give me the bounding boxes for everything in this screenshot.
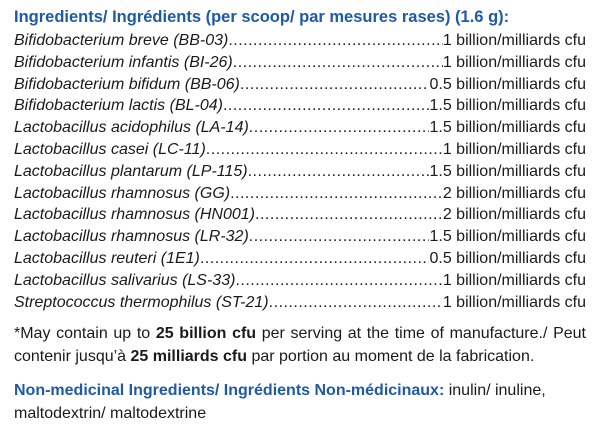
ingredient-row <box>14 139 586 161</box>
ingredient-amount: 0.5 billion/milliards cfu <box>429 249 586 267</box>
leader-dots <box>249 226 430 248</box>
non-medicinal-ingredients <box>14 380 586 425</box>
leader-dots <box>233 52 443 74</box>
ingredient-amount: 1.5 billion/milliards cfu <box>429 162 586 180</box>
ingredient-row <box>14 292 586 314</box>
leader-dots <box>255 204 443 226</box>
ingredient-list <box>14 30 586 313</box>
leader-dots <box>240 74 430 96</box>
ingredient-row <box>14 52 586 74</box>
ingredient-name: Lactobacillus reuteri (1E1) <box>14 249 200 267</box>
ingredient-row <box>14 74 586 96</box>
ingredient-row <box>14 117 586 139</box>
leader-dots <box>228 30 443 52</box>
leader-dots <box>235 270 442 292</box>
leader-dots <box>249 117 430 139</box>
ingredient-row <box>14 30 586 52</box>
leader-dots <box>248 161 430 183</box>
ingredient-name: Bifidobacterium bifidum (BB-06) <box>14 75 240 93</box>
ingredient-row <box>14 183 586 205</box>
leader-dots <box>200 248 430 270</box>
non-medicinal-label: Non-medicinal Ingredients/ Ingrédients Non-médicinaux: <box>14 382 445 400</box>
ingredient-amount: 1 billion/milliards cfu <box>442 140 586 158</box>
ingredient-amount: 1 billion/milliards cfu <box>442 53 586 71</box>
note-text: par portion au moment de la fabrication. <box>247 347 535 365</box>
ingredient-row <box>14 95 586 117</box>
ingredient-row <box>14 161 586 183</box>
cfu-footnote <box>14 323 586 368</box>
ingredient-amount: 1 billion/milliards cfu <box>442 271 586 289</box>
note-text: per serving at the time of manufacture./ Peut contenir jusqu’à <box>14 325 586 365</box>
ingredient-name: Lactobacillus acidophilus (LA-14) <box>14 119 249 137</box>
ingredient-amount: 1.5 billion/milliards cfu <box>429 119 586 137</box>
ingredient-row <box>14 270 586 292</box>
leader-dots <box>269 292 443 314</box>
ingredient-row <box>14 226 586 248</box>
ingredient-amount: 2 billion/milliards cfu <box>442 184 586 202</box>
non-medicinal-text: inulin/ inuline, maltodextrin/ maltodextrine <box>14 382 546 422</box>
ingredients-heading: Ingredients/ Ingrédients (per scoop/ par mesures rases) (1.6 g): <box>14 8 510 26</box>
ingredient-name: Lactobacillus salivarius (LS-33) <box>14 271 236 289</box>
ingredient-row <box>14 204 586 226</box>
ingredient-name: Lactobacillus rhamnosus (GG) <box>14 184 231 202</box>
leader-dots <box>230 183 443 205</box>
ingredient-name: Lactobacillus rhamnosus (HN001) <box>14 206 255 224</box>
ingredient-name: Lactobacillus plantarum (LP-115) <box>14 162 248 180</box>
ingredient-name: Bifidobacterium infantis (BI-26) <box>14 53 233 71</box>
leader-dots <box>223 95 430 117</box>
ingredient-name: Bifidobacterium breve (BB-03) <box>14 32 229 49</box>
ingredient-name: Lactobacillus casei (LC-11) <box>14 140 206 158</box>
ingredient-name: Streptococcus thermophilus (ST-21) <box>14 293 269 311</box>
ingredient-row <box>14 248 586 270</box>
note-text: *May contain up to <box>14 325 156 343</box>
ingredient-name: Bifidobacterium lactis (BL-04) <box>14 97 223 115</box>
ingredient-name: Lactobacillus rhamnosus (LR-32) <box>14 228 249 246</box>
ingredient-amount: 2 billion/milliards cfu <box>442 206 586 224</box>
ingredient-amount: 1 billion/milliards cfu <box>442 293 586 311</box>
ingredient-amount: 1.5 billion/milliards cfu <box>429 97 586 115</box>
note-bold-english: 25 billion cfu <box>155 325 257 343</box>
ingredient-amount: 1.5 billion/milliards cfu <box>429 228 586 246</box>
note-bold-french: 25 milliards cfu <box>130 347 248 365</box>
ingredient-amount: 1 billion/milliards cfu <box>442 32 586 49</box>
ingredient-amount: 0.5 billion/milliards cfu <box>429 75 586 93</box>
leader-dots <box>206 139 443 161</box>
